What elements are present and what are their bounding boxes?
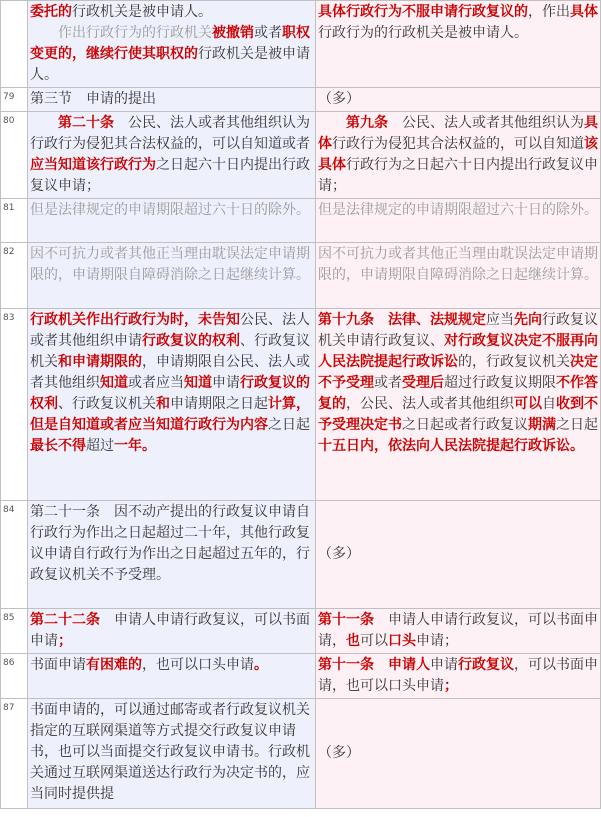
row-number: 83 — [1, 309, 28, 501]
text-segment: ，也可以口头申请 — [142, 657, 254, 673]
old-law-text — [318, 113, 598, 197]
text-segment: 第九条 — [346, 115, 388, 131]
text-segment: 超过 — [86, 438, 114, 454]
text-segment: 行政行为之日起六十日内提出行政复议申请； — [318, 157, 598, 194]
new-law-text — [30, 200, 313, 221]
table-row — [1, 609, 601, 654]
new-law-cell — [28, 243, 316, 309]
text-segment: 应当 — [486, 312, 514, 328]
text-segment: 收到不予受理决定书 — [318, 396, 598, 433]
old-law-cell — [316, 1, 601, 88]
text-segment: 申请期限之日起 — [170, 396, 268, 412]
text-segment: 具体 — [318, 115, 598, 152]
text-segment: 第十一条 申请人 — [318, 657, 430, 673]
old-law-cell — [316, 609, 601, 654]
table-row — [1, 243, 601, 309]
text-segment: 行政复议的权利 — [142, 333, 240, 349]
old-law-cell — [316, 654, 601, 699]
text-segment: 或者 — [374, 375, 402, 391]
text-segment: 和申请期限的 — [58, 354, 142, 370]
text-segment: 、行政复议机关 — [30, 333, 310, 370]
text-segment: 具体行政行为不服申请行政复议的 — [318, 4, 528, 20]
text-segment: 应当知道该行政行为 — [30, 157, 156, 173]
text-segment: 申请 — [212, 375, 240, 391]
old-law-text — [318, 655, 598, 697]
text-segment: 行政机关是被申请人。 — [30, 46, 310, 83]
table-row — [1, 199, 601, 243]
new-law-text — [30, 700, 313, 805]
text-segment: 或者应当 — [128, 375, 184, 391]
old-law-text — [318, 743, 598, 764]
text-segment: 第三节 申请的提出 — [30, 91, 156, 107]
row-number: 80 — [1, 112, 28, 199]
text-segment: 该具体 — [318, 136, 598, 173]
text-segment: 公民、法人或者其他组织认为行政行为侵犯其合法权益的，可以自知道或者 — [30, 115, 310, 152]
old-law-cell — [316, 501, 601, 609]
text-segment: 、行政复议机关 — [58, 396, 156, 412]
section-heading — [30, 89, 313, 110]
new-law-text — [30, 310, 313, 457]
new-law-cell — [28, 199, 316, 243]
text-segment: 或者 — [254, 25, 282, 41]
text-segment: 超过行政复议期限 — [444, 375, 556, 391]
text-segment: 不作答复的 — [318, 375, 598, 412]
text-segment: ； — [58, 633, 72, 649]
row-number: 81 — [1, 199, 28, 243]
text-segment: 口头 — [388, 633, 416, 649]
new-law-cell — [28, 699, 316, 809]
text-segment: 书面申请 — [30, 657, 86, 673]
text-segment: 行政机关作出行政行为时，未告知 — [30, 312, 240, 328]
text-segment: 最长不得 — [30, 438, 86, 454]
text-segment: ，作出 — [528, 4, 570, 20]
text-segment: 可以 — [360, 633, 388, 649]
old-law-text — [318, 244, 598, 286]
row-number — [1, 1, 28, 88]
row-number: 86 — [1, 654, 28, 699]
text-segment: 自 — [542, 396, 556, 412]
text-segment: 计算，但是自知道或者应当知道行政行为内容 — [30, 396, 310, 433]
new-law-text — [30, 2, 313, 23]
new-law-text — [30, 655, 313, 676]
new-law-cell — [28, 609, 316, 654]
text-segment: 。 — [254, 657, 268, 673]
text-segment: ，可以书面申请，也可以口头申请 — [318, 657, 598, 694]
old-law-cell — [316, 699, 601, 809]
text-segment: 行政行为侵犯其合法权益的，可以自知道 — [332, 136, 584, 152]
row-number: 82 — [1, 243, 28, 309]
text-segment: 书面申请的，可以通过邮寄或者行政复议机关指定的互联网渠道等方式提交行政复议申请书，也可以当面提交行政复议申请书。行政机关通过互联网渠道送达行政行为决定书的，应当同时提供提 — [30, 702, 310, 802]
new-law-cell — [28, 1, 316, 88]
text-segment: 行政行为的行政机关是被申请人。 — [318, 25, 528, 41]
table-row — [1, 309, 601, 501]
new-law-text — [30, 113, 313, 197]
text-segment: 知道 — [184, 375, 212, 391]
text-segment: 第十九条 法律、法规规定 — [318, 312, 486, 328]
new-law-cell — [28, 501, 316, 609]
text-segment: 职权变更的，继续行使其职权的 — [30, 25, 310, 62]
text-segment: 受理后 — [402, 375, 444, 391]
text-segment: 行政复议 — [458, 657, 514, 673]
row-number: 85 — [1, 609, 28, 654]
new-law-cell — [28, 88, 316, 112]
new-law-text — [30, 244, 313, 286]
text-segment: 有困难的 — [86, 657, 142, 673]
text-segment: 行政机关是被申请人。 — [72, 4, 212, 20]
text-segment: 和 — [156, 396, 170, 412]
table-row — [1, 112, 601, 199]
text-segment: 可以 — [514, 396, 542, 412]
old-law-cell — [316, 309, 601, 501]
text-segment: 申请； — [416, 633, 458, 649]
text-segment: 第二十条 — [58, 115, 114, 131]
text-segment: 先向 — [514, 312, 542, 328]
text-segment: 决定不予受理 — [318, 354, 598, 391]
text-segment: 公民、法人或者其他组织认为 — [388, 115, 584, 131]
text-segment: 知道 — [100, 375, 128, 391]
old-law-text — [318, 544, 598, 565]
text-segment: 因不可抗力或者其他正当理由耽误法定申请期限的，申请期限自障碍消除之日起继续计算。 — [30, 246, 310, 283]
text-segment: 行政复议机关申请行政复议、 — [318, 312, 598, 349]
text-segment: 也 — [346, 633, 360, 649]
new-law-cell — [28, 309, 316, 501]
table-row — [1, 88, 601, 112]
text-segment: 第十一条 — [318, 612, 374, 628]
table-row — [1, 654, 601, 699]
text-segment: 具体 — [570, 4, 598, 20]
text-segment: 但是法律规定的申请期限超过六十日的除外。 — [30, 202, 310, 218]
text-segment: 之日起或者行政复议 — [402, 417, 528, 433]
new-law-cell — [28, 112, 316, 199]
table-row — [1, 699, 601, 809]
text-segment: ； — [444, 678, 458, 694]
old-law-cell — [316, 88, 601, 112]
text-segment: 申请 — [430, 657, 458, 673]
text-segment: （多） — [318, 546, 360, 562]
text-segment: 之日起 — [268, 417, 310, 433]
text-segment: 委托的 — [30, 4, 72, 20]
text-segment: 之日起六十日内提出行政复议申请； — [30, 157, 310, 194]
text-segment: ，申请期限自公民、法人或者其他组织 — [30, 354, 310, 391]
old-law-text — [318, 610, 598, 652]
table-row — [1, 501, 601, 609]
old-law-text — [318, 310, 598, 457]
text-segment: 第二十一条 因不动产提出的行政复议申请自行政行为作出之日起超过二十年，其他行政复议申请自行政行为作出之日起超过五年的，行政复议机关不予受理。 — [30, 504, 310, 583]
text-segment: 申请人申请行政复议，可以书面申请， — [318, 612, 598, 649]
text-segment: 申请人申请行政复议，可以书面申请 — [30, 612, 310, 649]
old-law-cell — [316, 199, 601, 243]
text-segment: 被撤销 — [212, 25, 254, 41]
old-law-cell — [316, 112, 601, 199]
text-segment: 十五日内，依法向人民法院提起行政诉讼。 — [318, 438, 584, 454]
new-law-text — [30, 502, 313, 586]
text-segment: 作出行政行为的行政机关 — [58, 25, 212, 41]
old-law-cell — [316, 243, 601, 309]
new-law-text-2 — [30, 23, 313, 86]
text-segment: 公民、法人或者其他组织申请 — [30, 312, 310, 349]
text-segment: （多） — [318, 745, 360, 761]
text-segment: 行政复议的权利 — [30, 375, 310, 412]
text-segment: 之日起 — [556, 417, 598, 433]
text-segment: 期满 — [528, 417, 556, 433]
text-segment: ，公民、法人或者其他组织 — [346, 396, 514, 412]
row-number: 84 — [1, 501, 28, 609]
row-number: 87 — [1, 699, 28, 809]
text-segment: 但是法律规定的申请期限超过六十日的除外。 — [318, 202, 598, 218]
text-segment: 第二十二条 — [30, 612, 100, 628]
row-number: 79 — [1, 88, 28, 112]
text-segment: 因不可抗力或者其他正当理由耽误法定申请期限的，申请期限自障碍消除之日起继续计算。 — [318, 246, 598, 283]
new-law-text — [30, 610, 313, 652]
text-segment: 对行政复议决定不服再向人民法院提起行政诉讼 — [318, 333, 598, 370]
new-law-cell — [28, 654, 316, 699]
text-segment: 一年。 — [114, 438, 156, 454]
text-segment: （多） — [318, 91, 360, 107]
old-law-text — [318, 200, 598, 221]
table-row — [1, 1, 601, 88]
text-segment: 的，行政复议机关 — [458, 354, 570, 370]
old-law-text — [318, 2, 598, 44]
old-law-text — [318, 89, 598, 110]
